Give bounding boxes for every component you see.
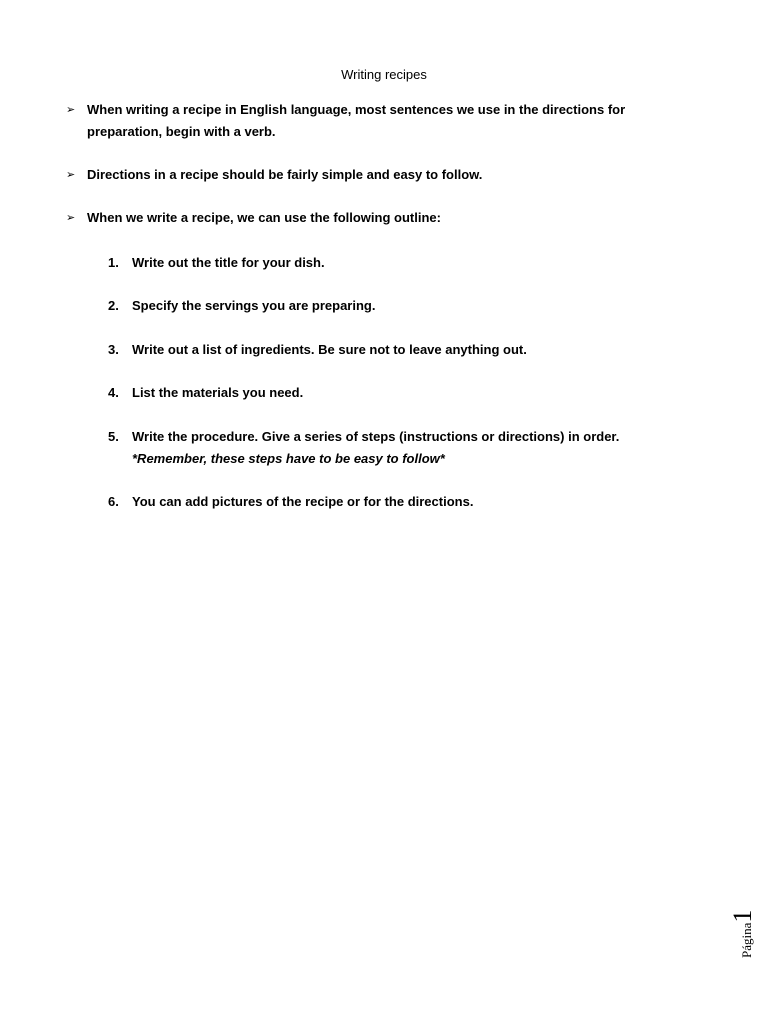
outline-item — [108, 426, 668, 470]
outline-item — [108, 295, 668, 317]
outline-text: You can add pictures of the recipe or for the directions. — [132, 494, 474, 509]
outline-text: Write out the title for your dish. — [132, 255, 325, 270]
document-title: Writing recipes — [341, 67, 427, 82]
page-number-footer — [722, 886, 762, 966]
outline-number: 6. — [108, 494, 119, 509]
arrow-bullet-icon: ➢ — [66, 169, 76, 181]
outline-text: Write out a list of ingredients. Be sure not to leave anything out. — [132, 342, 527, 357]
outline-text: Specify the servings you are preparing. — [132, 298, 376, 313]
outline-item — [108, 252, 668, 274]
page-label: Página — [739, 922, 754, 958]
bullet-text-line: When writing a recipe in English language, most sentences we use in the directions for — [87, 102, 626, 117]
bullet-item — [66, 99, 666, 143]
bullet-item — [66, 164, 666, 186]
bullet-text-line: preparation, begin with a verb. — [87, 124, 276, 139]
bullet-text-line: Directions in a recipe should be fairly simple and easy to follow. — [87, 167, 483, 182]
page-number: 1 — [728, 909, 757, 923]
outline-number: 1. — [108, 255, 119, 270]
bullet-item — [66, 207, 666, 229]
outline-note: *Remember, these steps have to be easy to follow* — [132, 451, 445, 466]
arrow-bullet-icon: ➢ — [66, 104, 76, 116]
outline-number: 5. — [108, 429, 119, 444]
arrow-bullet-icon: ➢ — [66, 212, 76, 224]
outline-item — [108, 491, 668, 513]
outline-item — [108, 382, 668, 404]
outline-item — [108, 339, 668, 361]
outline-number: 4. — [108, 385, 119, 400]
outline-number: 3. — [108, 342, 119, 357]
bullet-text-line: When we write a recipe, we can use the following outline: — [87, 210, 441, 225]
outline-text: Write the procedure. Give a series of steps (instructions or directions) in order. — [132, 429, 620, 444]
outline-text: List the materials you need. — [132, 385, 304, 400]
outline-number: 2. — [108, 298, 119, 313]
